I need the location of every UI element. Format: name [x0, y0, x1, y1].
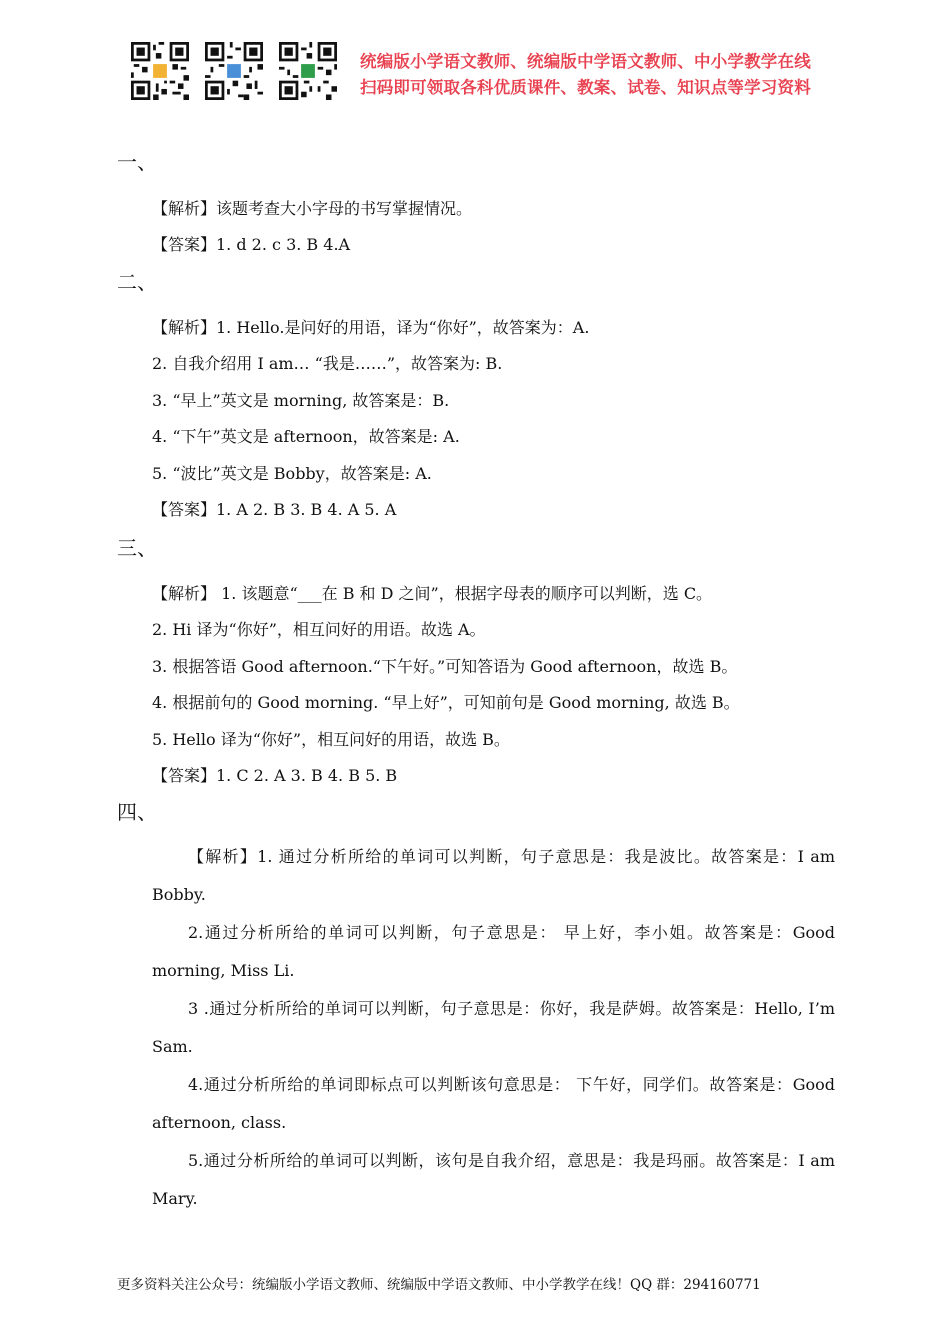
section-2-line-4: 4. “下午”英文是 afternoon，故答案是: A. — [152, 427, 460, 446]
qr-code-3 — [279, 42, 337, 100]
section-2-answer: 【答案】1. A 2. B 3. B 4. A 5. A — [152, 500, 397, 519]
section-2-line-2: 2. 自我介绍用 I am… “我是……”，故答案为: B. — [152, 354, 503, 373]
section-3-answer: 【答案】1. C 2. A 3. B 4. B 5. B — [152, 766, 398, 785]
footer-text: 更多资料关注公众号：统编版小学语文教师、统编版中学语文教师、中小学教学在线！QQ 群：294160771 — [117, 1277, 761, 1293]
section-4-paragraph-4: 4.通过分析所给的单词即标点可以判断该句意思是： 下午好，同学们。故答案是：Good afternoon, class. — [152, 1075, 835, 1132]
section-3-line-3: 3. 根据答语 Good afternoon.“下午好。”可知答语为 Good afternoon，故选 B。 — [152, 657, 738, 676]
section-3-line-2: 2. Hi 译为“你好”，相互问好的用语。故选 A。 — [152, 620, 486, 639]
section-heading-2: 二、 — [117, 270, 157, 294]
section-heading-4: 四、 — [117, 800, 157, 824]
section-3-line-1: 【解析】 1. 该题意“___在 B 和 D 之间”，根据字母表的顺序可以判断，选 C。 — [152, 584, 713, 603]
banner-line-1: 统编版小学语文教师、统编版中学语文教师、中小学教学在线 — [360, 52, 811, 71]
section-2-line-3: 3. “早上”英文是 morning, 故答案是：B. — [152, 391, 450, 410]
banner-line-2: 扫码即可领取各科优质课件、教案、试卷、知识点等学习资料 — [360, 78, 811, 97]
section-4-paragraph-1: 【解析】1. 通过分析所给的单词可以判断，句子意思是：我是波比。故答案是：I am Bobby. — [152, 847, 835, 904]
section-heading-1: 一、 — [117, 150, 157, 174]
qr-code-1 — [131, 42, 189, 100]
section-heading-3: 三、 — [117, 536, 157, 560]
section-3-line-5: 5. Hello 译为“你好”，相互问好的用语，故选 B。 — [152, 730, 510, 749]
section-2-line-5: 5. “波比”英文是 Bobby，故答案是: A. — [152, 464, 432, 483]
section-3-line-4: 4. 根据前句的 Good morning. “早上好”，可知前句是 Good morning, 故选 B。 — [152, 693, 740, 712]
section-4-paragraph-5: 5.通过分析所给的单词可以判断，该句是自我介绍，意思是：我是玛丽。故答案是：I am Mary. — [152, 1151, 835, 1208]
section-4-paragraph-3: 3 .通过分析所给的单词可以判断，句子意思是：你好，我是萨姆。故答案是：Hello, I’m Sam. — [152, 999, 835, 1056]
qr-code-2 — [205, 42, 263, 100]
section-4-paragraph-2: 2.通过分析所给的单词可以判断，句子意思是： 早上好，李小姐。故答案是：Good morning, Miss Li. — [152, 923, 835, 980]
section-2-line-1: 【解析】1. Hello.是问好的用语，译为“你好”，故答案为：A. — [152, 318, 590, 337]
section-1-analysis: 【解析】该题考查大小字母的书写掌握情况。 — [152, 199, 473, 218]
section-1-answer: 【答案】1. d 2. c 3. B 4.A — [152, 235, 351, 254]
